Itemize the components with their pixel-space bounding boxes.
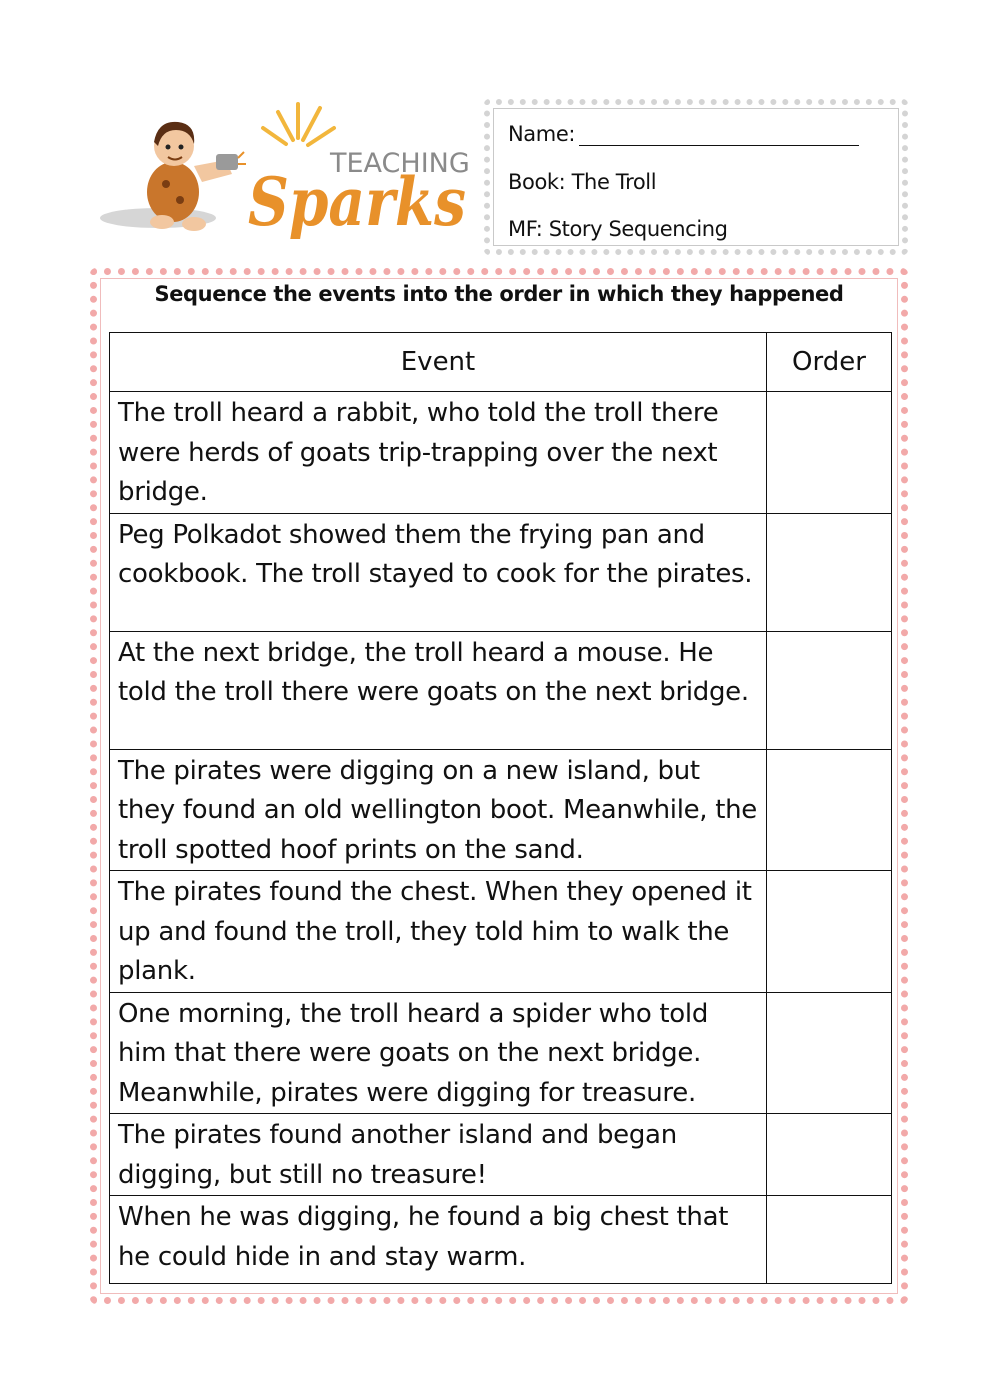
order-input-cell[interactable] [767, 992, 892, 1114]
table-row [110, 992, 892, 1114]
table-row [110, 392, 892, 514]
table-row [110, 513, 892, 631]
event-text: When he was digging, he found a big chest that he could hide in and stay warm. [110, 1196, 767, 1284]
info-box-inner-border [493, 108, 899, 246]
event-text: The pirates were digging on a new island, but they found an old wellington boot. Meanwhile, the troll spotted hoof prints on the sand. [110, 749, 767, 871]
teaching-sparks-logo [98, 100, 470, 245]
event-text: One morning, the troll heard a spider who told him that there were goats on the next bridge. Meanwhile, pirates were digging for treasure. [110, 992, 767, 1114]
table-row [110, 871, 892, 993]
table-row [110, 1196, 892, 1284]
event-text: Peg Polkadot showed them the frying pan and cookbook. The troll stayed to cook for the pirates. [110, 513, 767, 631]
table-row [110, 631, 892, 749]
student-info-box [484, 99, 908, 255]
book-title: Book: The Troll [508, 170, 657, 194]
sparks-rays-icon [263, 104, 334, 145]
mf-label: MF: Story Sequencing [508, 217, 728, 241]
order-input-cell[interactable] [767, 871, 892, 993]
event-text: The pirates found another island and began digging, but still no treasure! [110, 1114, 767, 1196]
order-input-cell[interactable] [767, 392, 892, 514]
order-column-header: Order [767, 333, 892, 392]
logo-word-teaching: TEACHING [330, 148, 470, 179]
name-blank-line[interactable] [579, 125, 859, 146]
order-input-cell[interactable] [767, 513, 892, 631]
order-input-cell[interactable] [767, 749, 892, 871]
table-row [110, 749, 892, 871]
event-text: The troll heard a rabbit, who told the troll there were herds of goats trip-trapping over the next bridge. [110, 392, 767, 514]
instruction-heading: Sequence the events into the order in which they happened [154, 282, 844, 306]
logo-graphic [98, 100, 470, 245]
table-header-row [110, 333, 892, 392]
name-label: Name: [508, 122, 576, 146]
order-input-cell[interactable] [767, 1196, 892, 1284]
event-column-header: Event [110, 333, 767, 392]
table-row [110, 1114, 892, 1196]
name-field [508, 122, 859, 146]
event-text: The pirates found the chest. When they opened it up and found the troll, they told him to walk the plank. [110, 871, 767, 993]
logo-word-sparks: Sparks [248, 163, 466, 241]
order-input-cell[interactable] [767, 631, 892, 749]
sequence-table [109, 332, 892, 1284]
event-text: At the next bridge, the troll heard a mouse. He told the troll there were goats on the next bridge. [110, 631, 767, 749]
order-input-cell[interactable] [767, 1114, 892, 1196]
